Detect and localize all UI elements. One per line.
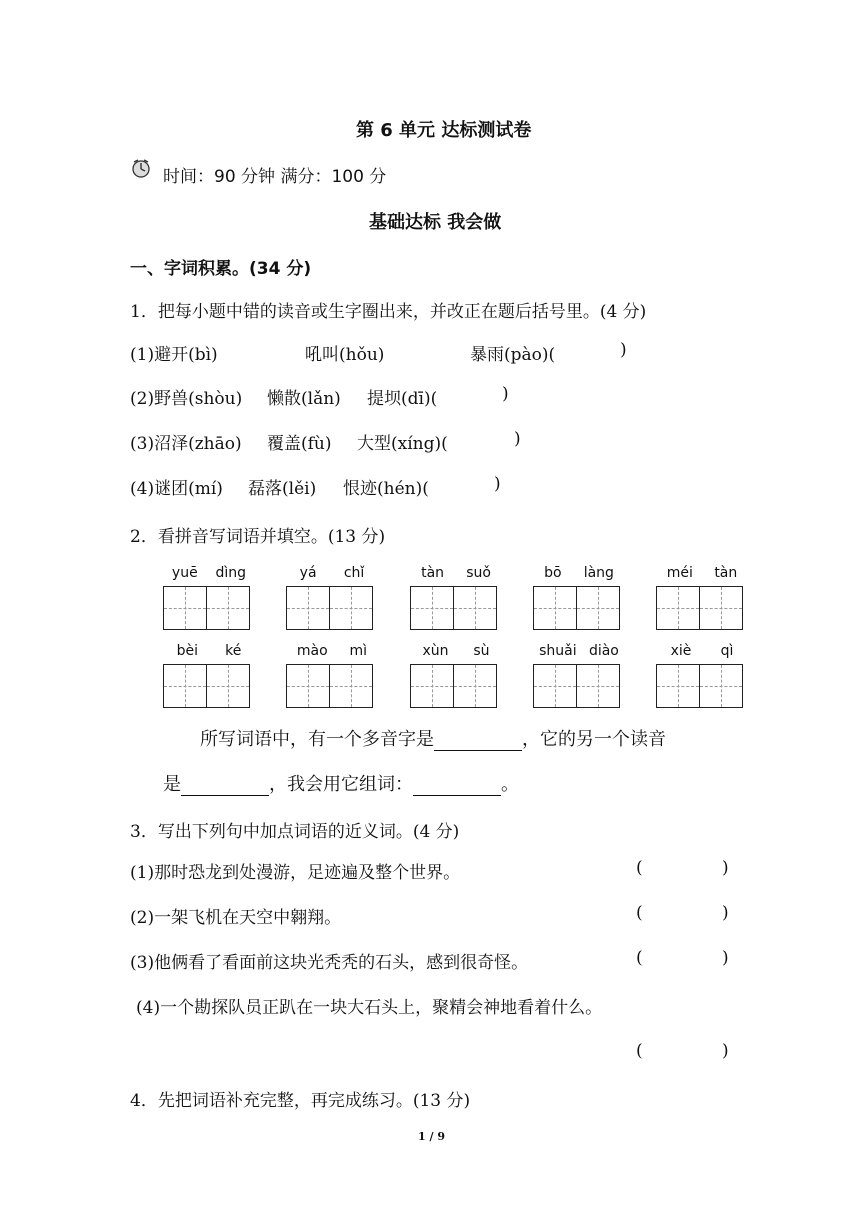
- word-item: 恨迹(hén)(: [343, 479, 429, 499]
- word-item: 谜团(mí): [154, 479, 223, 499]
- pinyin-word-group: [163, 642, 255, 708]
- pinyin-syllable: bō: [544, 565, 562, 581]
- writing-box[interactable]: [206, 586, 250, 630]
- question-4-stem: 4．先把词语补充完整，再完成练习。(13 分): [130, 1091, 471, 1111]
- pinyin-word-group: [163, 564, 255, 630]
- answer-blank[interactable]: [181, 777, 269, 796]
- pinyin-word-group: [286, 564, 378, 630]
- writing-box[interactable]: [699, 664, 743, 708]
- pinyin-syllable: mào: [296, 643, 328, 659]
- pinyin-syllable: yuē: [171, 565, 198, 581]
- pinyin-syllable: shuǎi: [539, 643, 577, 659]
- writing-box[interactable]: [206, 664, 250, 708]
- q1-row-3: [130, 429, 242, 454]
- word-item: 大型(xíng)(: [357, 434, 448, 454]
- fill-text: 所写词语中，有一个多音字是: [200, 729, 434, 750]
- answer-paren-open: (: [636, 948, 643, 968]
- answer-paren-open: (: [636, 903, 643, 923]
- pinyin-syllable: suǒ: [466, 565, 491, 581]
- pinyin-syllable: bèi: [176, 643, 198, 659]
- pinyin-syllable: tàn: [714, 565, 738, 581]
- answer-paren-close: ): [502, 384, 509, 404]
- q2-fill-line-1: [200, 725, 666, 751]
- fill-text: 是: [163, 774, 181, 795]
- pinyin-syllable: diào: [588, 643, 619, 659]
- word-item: 覆盖(fù): [267, 434, 332, 454]
- section-heading: 基础达标 我会做: [369, 212, 502, 233]
- answer-paren-close: ): [514, 429, 521, 449]
- pinyin-word-group: [410, 564, 502, 630]
- question-2-stem: 2．看拼音写词语并填空。(13 分): [130, 527, 386, 547]
- question-1-stem: 1．把每小题中错的读音或生字圈出来，并改正在题后括号里。(4 分): [130, 302, 647, 322]
- row-prefix: (2): [130, 389, 155, 409]
- pinyin-syllable: tàn: [421, 565, 445, 581]
- row-prefix: (3): [130, 434, 155, 454]
- row-prefix: (4): [130, 479, 155, 499]
- pinyin-syllable: méi: [666, 565, 693, 581]
- writing-box[interactable]: [286, 586, 330, 630]
- q3-sentence-3: (3)他俩看了看面前这块光秃秃的石头，感到很奇怪。: [130, 953, 529, 973]
- writing-box[interactable]: [699, 586, 743, 630]
- word-item: 提坝(dī)(: [367, 389, 438, 409]
- writing-box[interactable]: [163, 664, 207, 708]
- row-prefix: (1): [130, 345, 155, 365]
- pinyin-syllable: dìng: [215, 565, 247, 581]
- pinyin-syllable: xùn: [422, 643, 449, 659]
- answer-paren-open: (: [636, 1041, 643, 1061]
- clock-icon: [130, 158, 152, 180]
- writing-box[interactable]: [453, 664, 497, 708]
- writing-box[interactable]: [656, 586, 700, 630]
- q1-row-4: [130, 474, 223, 499]
- writing-box[interactable]: [576, 664, 620, 708]
- pinyin-syllable: ké: [225, 643, 242, 659]
- answer-paren-close: ): [620, 340, 627, 360]
- writing-box[interactable]: [533, 586, 577, 630]
- writing-box[interactable]: [533, 664, 577, 708]
- answer-paren-close: ): [722, 1041, 729, 1061]
- word-item: 懒散(lǎn): [267, 389, 341, 409]
- q3-sentence-2: (2)一架飞机在天空中翱翔。: [130, 908, 342, 928]
- writing-box[interactable]: [329, 664, 373, 708]
- page-number: 1 / 9: [418, 1130, 445, 1143]
- word-item: 野兽(shòu): [154, 389, 243, 409]
- answer-paren-open: (: [636, 858, 643, 878]
- answer-paren-close: ): [722, 903, 729, 923]
- pinyin-word-group: [656, 642, 748, 708]
- pinyin-syllable: yá: [299, 565, 317, 581]
- q3-sentence-1: (1)那时恐龙到处漫游，足迹遍及整个世界。: [130, 863, 461, 883]
- fill-text: ，它的另一个读音: [522, 729, 666, 750]
- fill-text: ，我会用它组词：: [269, 774, 413, 795]
- pinyin-syllable: làng: [583, 565, 614, 581]
- pinyin-syllable: chǐ: [343, 565, 365, 581]
- answer-paren-close: ): [722, 858, 729, 878]
- answer-paren-close: ): [722, 948, 729, 968]
- writing-box[interactable]: [286, 664, 330, 708]
- word-item: 沼泽(zhāo): [154, 434, 242, 454]
- pinyin-syllable: sù: [473, 643, 490, 659]
- pinyin-word-group: [533, 564, 625, 630]
- q1-row-2: [130, 384, 242, 409]
- writing-box[interactable]: [410, 586, 454, 630]
- writing-box[interactable]: [163, 586, 207, 630]
- word-item: 避开(bì): [154, 345, 218, 365]
- fill-text: 。: [501, 774, 519, 795]
- writing-box[interactable]: [453, 586, 497, 630]
- pinyin-syllable: xiè: [670, 643, 692, 659]
- question-3-stem: 3．写出下列句中加点词语的近义词。(4 分): [130, 822, 460, 842]
- q1-row-1: [130, 340, 218, 365]
- pinyin-syllable: qì: [720, 643, 734, 659]
- word-item: 磊落(lěi): [248, 479, 317, 499]
- writing-box[interactable]: [329, 586, 373, 630]
- writing-box[interactable]: [576, 586, 620, 630]
- pinyin-word-group: [410, 642, 502, 708]
- answer-blank[interactable]: [434, 732, 522, 751]
- part-heading: 一、字词积累。(34 分): [130, 259, 312, 279]
- answer-paren-close: ): [494, 474, 501, 494]
- writing-box[interactable]: [410, 664, 454, 708]
- word-item: 暴雨(pào)(: [470, 345, 556, 365]
- answer-blank[interactable]: [413, 777, 501, 796]
- page-title: 第 6 单元 达标测试卷: [356, 120, 532, 141]
- q3-sentence-4: (4)一个勘探队员正趴在一块大石头上，聚精会神地看着什么。: [136, 998, 603, 1018]
- pinyin-syllable: mì: [349, 643, 368, 659]
- pinyin-word-group: [286, 642, 378, 708]
- pinyin-word-group: [656, 564, 748, 630]
- word-item: 吼叫(hǒu): [305, 345, 385, 365]
- q2-fill-line-2: [163, 770, 519, 796]
- pinyin-word-group: [533, 642, 625, 708]
- writing-box[interactable]: [656, 664, 700, 708]
- time-info: 时间：90 分钟 满分：100 分: [163, 167, 387, 187]
